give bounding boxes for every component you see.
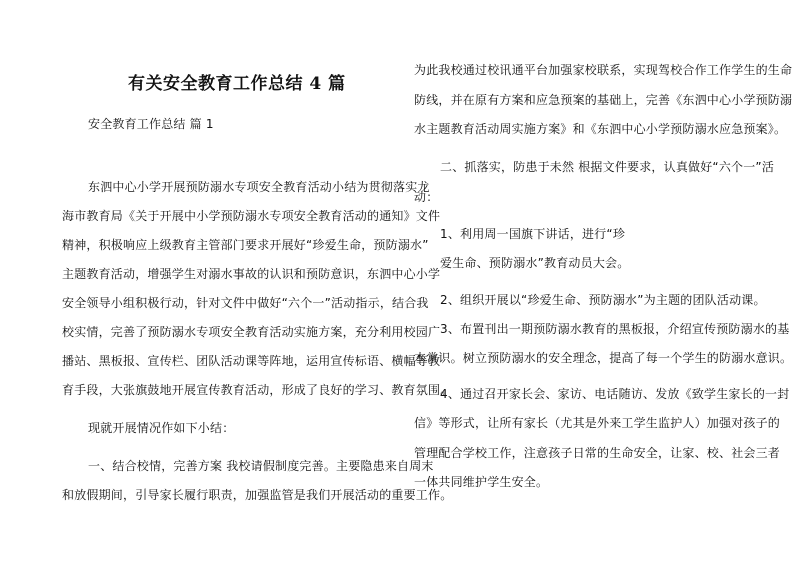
body-line: 东泗中心小学开展预防溺水专项安全教育活动小结为贯彻落实龙	[88, 180, 430, 194]
body-line: 现就开展情况作如下小结：	[88, 421, 235, 435]
body-line: 动：	[414, 190, 439, 204]
body-line: 二、抓落实，防患于未然 根据文件要求，认真做好“六个一”活	[440, 160, 775, 174]
body-line: 一体共同维护学生安全。	[414, 475, 549, 489]
section-heading: 安全教育工作总结 篇 1	[88, 117, 214, 131]
body-line: 海市教育局《关于开展中小学预防溺水专项安全教育活动的通知》文件	[62, 209, 441, 223]
body-line: 本常识。树立预防溺水的安全理念，提高了每一个学生的防溺水意识。	[414, 351, 793, 365]
body-line: 4、通过召开家长会、家访、电话随访、发放《致学生家长的一封	[440, 387, 790, 401]
body-line: 播站、黑板报、宣传栏、团队活动课等阵地，运用宣传标语、横幅等教	[62, 354, 441, 368]
body-line: 校实情，完善了预防溺水专项安全教育活动实施方案，充分利用校园广	[62, 325, 441, 339]
body-line: 管理配合学校工作，注意孩子日常的生命安全，让家、校、社会三者	[414, 446, 781, 460]
body-line: 2、组织开展以“珍爱生命、预防溺水”为主题的团队活动课。	[440, 293, 766, 307]
body-line: 精神，积极响应上级教育主管部门要求开展好“珍爱生命，预防溺水”	[62, 238, 429, 252]
body-line: 主题教育活动，增强学生对溺水事故的认识和预防意识，东泗中心小学	[62, 267, 441, 281]
body-line: 防线，并在原有方案和应急预案的基础上，完善《东泗中心小学预防溺	[414, 93, 793, 107]
body-line: 爱生命、预防溺水”教育动员大会。	[440, 256, 630, 270]
body-line: 一、结合校情，完善方案 我校请假制度完善。主要隐患来自周末	[88, 459, 434, 473]
body-line: 水主题教育活动周实施方案》和《东泗中心小学预防溺水应急预案》。	[414, 122, 787, 136]
body-line: 信》等形式，让所有家长（尤其是外来工学生监护人）加强对孩子的	[414, 416, 781, 430]
body-line: 3、布置刊出一期预防溺水教育的黑板报，介绍宣传预防溺水的基	[440, 322, 790, 336]
body-line: 育手段，大张旗鼓地开展宣传教育活动，形成了良好的学习、教育氛围。	[62, 383, 453, 397]
body-line: 安全领导小组积极行动，针对文件中做好“六个一”活动指示，结合我	[62, 296, 429, 310]
body-line: 和放假期间，引导家长履行职责，加强监管是我们开展活动的重要工作。	[62, 488, 453, 502]
body-line: 为此我校通过校讯通平台加强家校联系，实现驾校合作工作学生的生命	[414, 63, 793, 77]
document-title: 有关安全教育工作总结 4 篇	[128, 74, 346, 94]
body-line: 1、利用周一国旗下讲话，进行“珍	[440, 227, 626, 241]
